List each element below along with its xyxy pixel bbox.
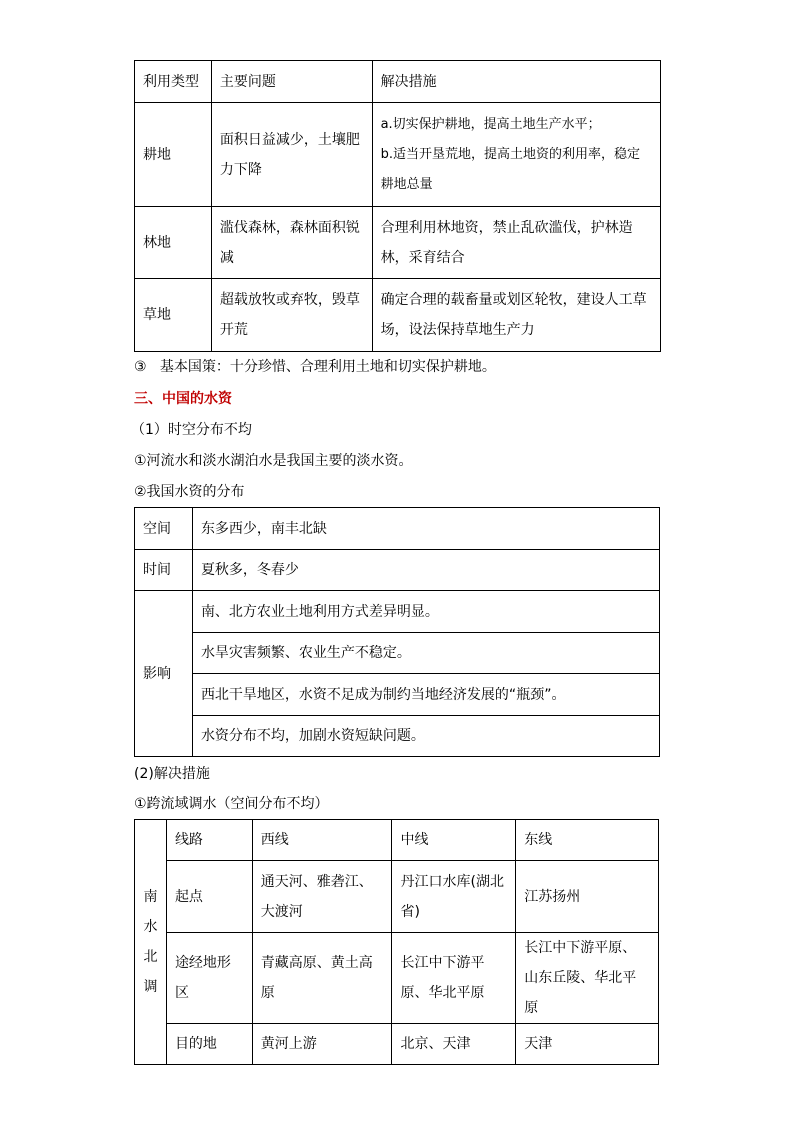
measures-cell: 合理利用林地资，禁止乱砍滥伐，护林造林，采育结合 (372, 207, 660, 279)
side-char: 南 (143, 889, 158, 905)
header-cell: 东线 (516, 820, 659, 861)
paragraph: ①跨流域调水（空间分布不均） (134, 796, 329, 812)
land-use-table (134, 60, 661, 352)
header-cell: 线路 (166, 820, 252, 861)
land-type-cell: 耕地 (135, 103, 212, 207)
impact-cell: 水旱灾害频繁、农业生产不稳定。 (192, 633, 659, 674)
measures-cell: 确定合理的载畜量或划区轮牧，建设人工草场，设法保持草地生产力 (372, 279, 660, 352)
problem-cell: 面积日益减少，土壤肥力下降 (211, 103, 372, 207)
value-cell: 夏秋多，冬春少 (192, 550, 659, 591)
header-cell: 解决措施 (372, 61, 660, 103)
data-cell: 黄河上游 (252, 1024, 392, 1065)
section-title: 三、中国的水资 (134, 391, 232, 407)
water-distribution-table (134, 507, 660, 757)
water-transfer-table (134, 819, 659, 1065)
paragraph: ②我国水资的分布 (134, 484, 245, 500)
label-cell: 时间 (135, 550, 193, 591)
data-cell: 天津 (516, 1024, 659, 1065)
data-cell: 通天河、雅砻江、大渡河 (252, 861, 392, 933)
data-cell: 江苏扬州 (516, 861, 659, 933)
problem-cell: 超载放牧或弃牧，毁草开荒 (211, 279, 372, 352)
impact-cell: 西北干旱地区，水资不足成为制约当地经济发展的“瓶颈”。 (192, 674, 659, 716)
impact-label-cell: 影响 (135, 591, 193, 757)
row-label-cell: 目的地 (166, 1024, 252, 1065)
land-type-cell: 林地 (135, 207, 212, 279)
impact-cell: 南、北方农业土地利用方式差异明显。 (192, 591, 659, 633)
value-cell: 东多西少，南丰北缺 (192, 508, 659, 550)
problem-cell: 滥伐森林，森林面积锐减 (211, 207, 372, 279)
row-label-cell: 途经地形区 (166, 933, 252, 1024)
side-char: 调 (143, 979, 158, 995)
header-cell: 西线 (252, 820, 392, 861)
data-cell: 青藏高原、黄土高原 (252, 933, 392, 1024)
side-char: 北 (143, 949, 158, 965)
measure-line: a.切实保护耕地，提高土地生产水平； (380, 116, 601, 132)
data-cell: 长江中下游平原、山东丘陵、华北平原 (516, 933, 659, 1024)
data-cell: 北京、天津 (392, 1024, 516, 1065)
data-cell: 丹江口水库(湖北省) (392, 861, 516, 933)
impact-cell: 水资分布不均，加剧水资短缺问题。 (192, 716, 659, 757)
header-cell: 利用类型 (135, 61, 212, 103)
measures-cell (372, 103, 660, 207)
header-cell: 主要问题 (211, 61, 372, 103)
side-char: 水 (143, 919, 158, 935)
policy-text: 基本国策：十分珍惜、合理利用土地和切实保护耕地。 (159, 359, 496, 375)
policy-number: ③ (134, 359, 147, 375)
land-type-cell: 草地 (135, 279, 212, 352)
row-label-cell: 起点 (166, 861, 252, 933)
policy-line (134, 357, 496, 377)
measure-line: b.适当开垦荒地，提高土地资的利用率，稳定耕地总量 (380, 146, 640, 192)
data-cell: 长江中下游平原、华北平原 (392, 933, 516, 1024)
side-label-cell (135, 820, 167, 1065)
subheading: （1）时空分布不均 (131, 422, 252, 438)
label-cell: 空间 (135, 508, 193, 550)
paragraph: ①河流水和淡水湖泊水是我国主要的淡水资。 (134, 453, 413, 469)
subheading: (2)解决措施 (134, 766, 210, 782)
header-cell: 中线 (392, 820, 516, 861)
